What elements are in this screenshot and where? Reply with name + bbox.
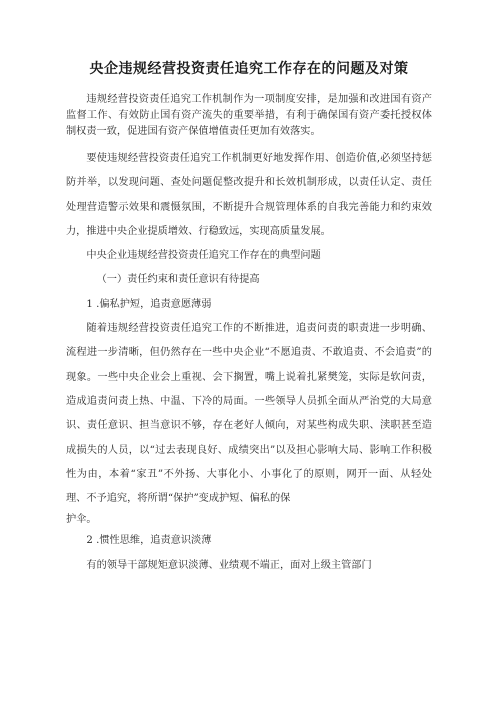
- section-heading-item-1: 1 .偏私护短，追责意愿薄弱: [86, 298, 212, 310]
- intro-paragraph: 违规经营投资责任追究工作机制作为一项制度安排，是加强和改进国有资产监督工作、有效防止国有资产流失的重要举措，有利于确保国有资产委托授权体制权责一致，促进国有资产保值增值责任更加有效落实。: [66, 94, 432, 137]
- paragraph-1: 要使违规经营投资责任追究工作机制更好地发挥作用、创造价值,必须坚持惩防并举，以发现问题、查处问题促整改提升和长效机制形成，以责任认定、责任处理营造警示效果和震慑氛围，不断提升合规管理体系的自我完善能力和约束效力，推进中央企业提质增效、行稳致远，实现高质量发展。: [66, 153, 432, 237]
- paragraph-3: 有的领导干部规矩意识淡薄、业绩观不端正，面对上级主管部门: [86, 559, 372, 571]
- document-title: 央企违规经营投资责任追究工作存在的问题及对策: [89, 61, 409, 77]
- section-heading-sub-1: （一）责任约束和责任意识有待提高: [96, 274, 260, 286]
- section-heading-main: 中央企业违规经营投资责任追究工作存在的典型问题: [86, 250, 321, 262]
- section-heading-item-2: 2 .惯性思维，追责意识淡薄: [86, 535, 212, 547]
- paragraph-2: 随着违规经营投资责任追究工作的不断推进，追责问责的职责进一步明确、流程进一步清晰，但仍然存在一些中央企业“不愿追责、不敢追责、不会追责”的现象。一些中央企业会上重视、会下搁置，嘴上说着扎紧樊笼，实际是软问责，造成追责问责上热、中温、下冷的局面。一些领导人员抓全面从严治党的大局意识、责任意识、担当意识不够，存在老好人倾向，对某些构成失职、渎职甚至造成损失的人员，以“过去表现良好、成绩突出”以及担心影响大局、影响工作积极性为由，本着“家丑”不外扬、大事化小、小事化了的原则，网开一面、从轻处理、不予追究，将所谓“保护”变成护短、偏私的保: [66, 323, 432, 505]
- paragraph-2-tail: 护伞。: [66, 514, 97, 526]
